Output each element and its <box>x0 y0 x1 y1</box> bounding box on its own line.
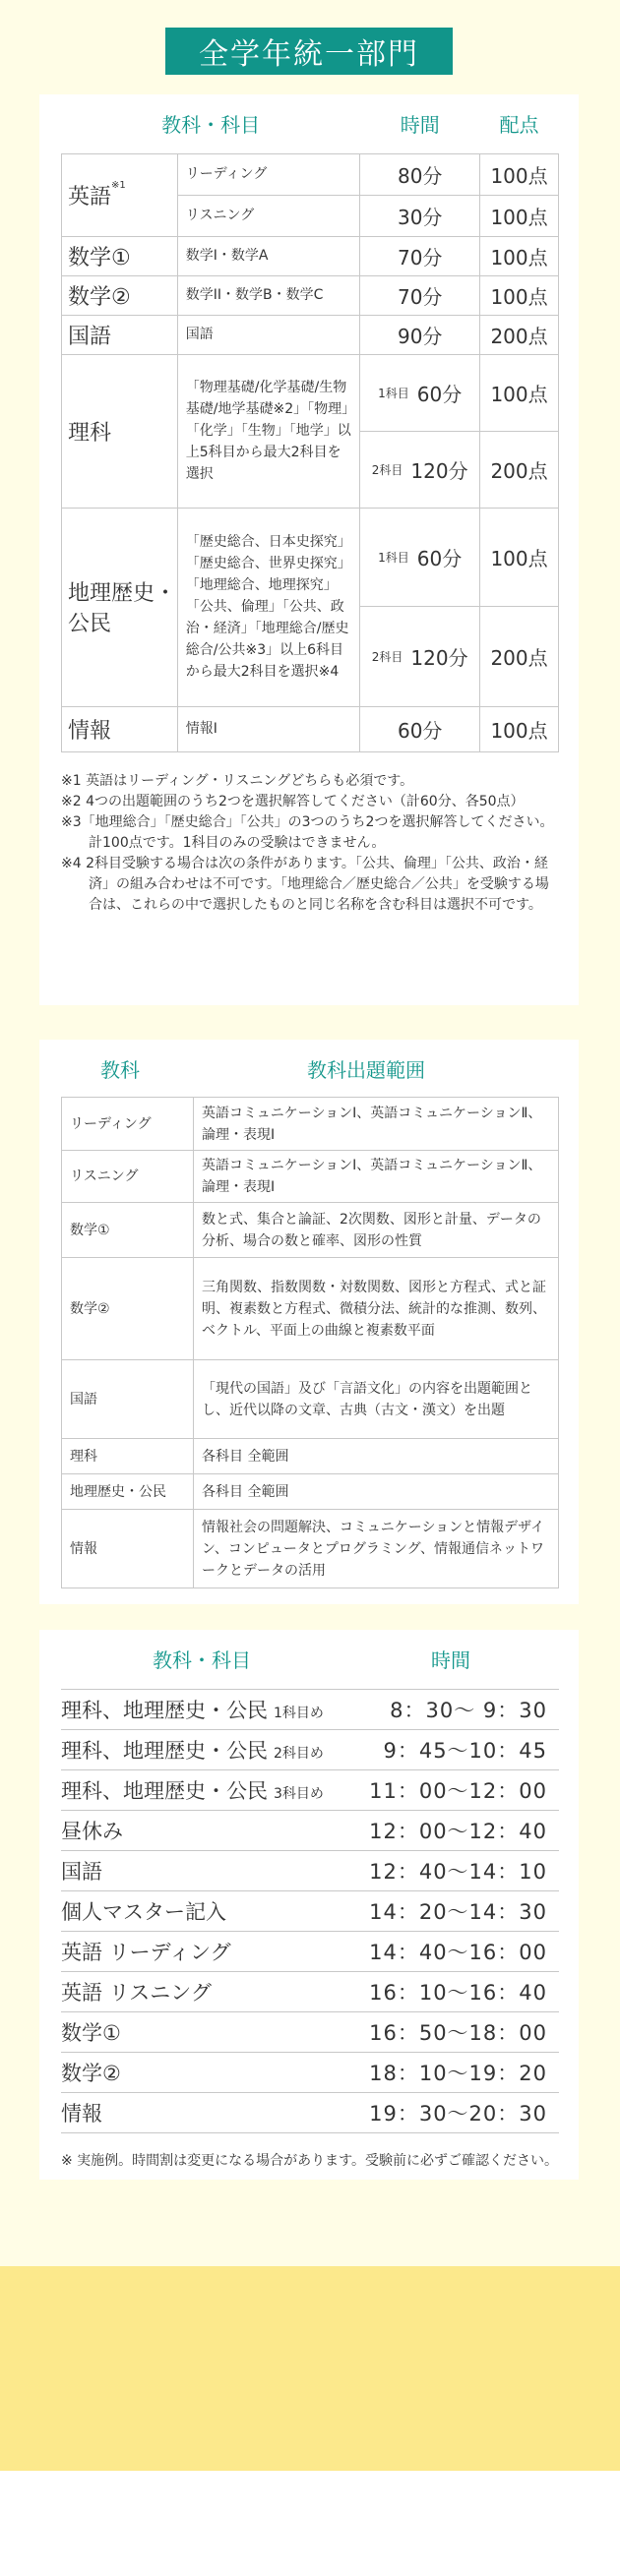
header-time: 時間 <box>400 113 440 138</box>
schedule-subject: 個人マスター記入 <box>61 1890 342 1931</box>
range-scope: 三角関数、指数関数・対数関数、図形と方程式、式と証明、複素数と方程式、微積分法、統計的な推測、数列、ベクトル、平面上の曲線と複素数平面 <box>194 1258 559 1360</box>
schedule-subject <box>61 1729 342 1769</box>
table-row <box>61 1931 559 1971</box>
points-cell: 100点 <box>480 706 559 751</box>
schedule-slot: 3科目め <box>274 1785 324 1802</box>
schedule-time: 14：40～16：00 <box>342 1931 559 1971</box>
schedule-subject: 数学① <box>61 2011 342 2052</box>
range-subject: 理科 <box>62 1439 194 1474</box>
subject-cell: 国語 <box>62 315 178 354</box>
schedule-time: 11：00～12：00 <box>342 1769 559 1810</box>
schedule-subject-name: 理科、地理歴史・公民 <box>61 1698 268 1722</box>
time-value: 120分 <box>410 645 468 670</box>
footnote: ※1 英語はリーディング・リスニングどちらも必須です。 <box>61 773 414 789</box>
range-scope: 情報社会の問題解決、コミュニケーションと情報デザイン、コンピュータとプログラミング、情報通信ネットワークとデータの活用 <box>194 1510 559 1588</box>
points-cell: 100点 <box>480 195 559 236</box>
time-value: 60分 <box>416 546 463 570</box>
schedule-header-subject: 教科・科目 <box>61 1630 342 1689</box>
detail-cell: 「歴史総合、日本史探究」「歴史総合、世界史探究」「地理総合、地理探究」「公共、倫理」「公共、政治・経済」「地理総合/歴史総合/公共※3」以上6科目から最大2科目を選択※4 <box>177 508 360 706</box>
time-cell: 60分 <box>360 706 480 751</box>
table-row <box>61 1890 559 1931</box>
points-cell: 100点 <box>480 354 559 431</box>
table-row <box>62 1203 559 1258</box>
points-cell: 200点 <box>480 431 559 508</box>
time-value: 120分 <box>410 458 468 483</box>
exam-range-card <box>39 1040 579 1604</box>
schedule-card <box>39 1630 579 2180</box>
table-row <box>61 1729 559 1769</box>
range-subject: リスニング <box>62 1151 194 1203</box>
time-cell: 80分 <box>360 153 480 195</box>
range-scope: 各科目 全範囲 <box>194 1439 559 1474</box>
subject-cell: 理科 <box>62 354 178 508</box>
range-subject: 情報 <box>62 1510 194 1588</box>
detail-cell: 「物理基礎/化学基礎/生物基礎/地学基礎※2」「物理」「化学」「生物」「地学」以上5科目から最大2科目を選択 <box>177 354 360 508</box>
range-subject: 数学② <box>62 1258 194 1360</box>
points-cell: 100点 <box>480 153 559 195</box>
subject-cell: 数学② <box>62 275 178 315</box>
table-row <box>62 275 559 315</box>
footnote: ※3「地理総合」「歴史総合」「公共」の3つのうち2つを選択解答してください。計100点です。1科目のみの受験はできません。 <box>61 814 554 851</box>
table-row <box>61 1850 559 1890</box>
detail-cell: リスニング <box>177 195 360 236</box>
points-cell: 100点 <box>480 508 559 606</box>
range-scope: 英語コミュニケーションⅠ、英語コミュニケーションⅡ、論理・表現Ⅰ <box>194 1098 559 1151</box>
time-cell <box>360 431 480 508</box>
points-cell: 100点 <box>480 275 559 315</box>
time-cell: 30分 <box>360 195 480 236</box>
schedule-note: ※ 実施例。時間割は変更になる場合があります。受験前に必ずご確認ください。 <box>61 2153 559 2169</box>
schedule-time: 12：00～12：40 <box>342 1810 559 1850</box>
time-cell <box>360 354 480 431</box>
schedule-time: 18：10～19：20 <box>342 2052 559 2092</box>
schedule-time: 14：20～14：30 <box>342 1890 559 1931</box>
time-cell <box>360 508 480 606</box>
header-subject: 教科・科目 <box>161 113 261 138</box>
table-row <box>62 1258 559 1360</box>
schedule-table <box>61 1630 559 2133</box>
range-scope: 英語コミュニケーションⅠ、英語コミュニケーションⅡ、論理・表現Ⅰ <box>194 1151 559 1203</box>
table-row <box>62 354 559 431</box>
range-scope: 「現代の国語」及び「言語文化」の内容を出題範囲とし、近代以降の文章、古典（古文・漢文）を出題 <box>194 1360 559 1439</box>
time-label: 1科目 <box>378 386 409 400</box>
footer-band <box>0 2266 620 2471</box>
exam-subjects-table <box>61 94 559 752</box>
schedule-subject: 国語 <box>61 1850 342 1890</box>
schedule-subject-name: 理科、地理歴史・公民 <box>61 1778 268 1803</box>
time-cell: 70分 <box>360 275 480 315</box>
table-row <box>61 2011 559 2052</box>
table-row <box>62 315 559 354</box>
subject-name: 英語 <box>68 184 112 210</box>
detail-cell: 数学II・数学B・数学C <box>177 275 360 315</box>
time-label: 1科目 <box>378 550 409 565</box>
time-label: 2科目 <box>371 462 403 477</box>
detail-cell: リーディング <box>177 153 360 195</box>
table-row <box>61 1810 559 1850</box>
table-row <box>62 706 559 751</box>
schedule-header-time: 時間 <box>342 1630 559 1689</box>
time-value: 60分 <box>416 382 463 406</box>
time-cell: 70分 <box>360 236 480 275</box>
subject-cell <box>62 153 178 236</box>
time-label: 2科目 <box>371 649 403 664</box>
schedule-subject: 英語 リーディング <box>61 1931 342 1971</box>
points-cell: 100点 <box>480 236 559 275</box>
detail-cell: 国語 <box>177 315 360 354</box>
table-row <box>62 1151 559 1203</box>
table-row <box>62 1474 559 1510</box>
range-subject: 数学① <box>62 1203 194 1258</box>
schedule-time: 12：40～14：10 <box>342 1850 559 1890</box>
detail-cell: 情報I <box>177 706 360 751</box>
table-row <box>62 236 559 275</box>
section-banner: 全学年統一部門 <box>165 28 453 75</box>
table-row <box>62 1510 559 1588</box>
table-row <box>61 2052 559 2092</box>
table-row <box>62 1098 559 1151</box>
schedule-subject: 昼休み <box>61 1810 342 1850</box>
schedule-slot: 2科目め <box>274 1745 324 1762</box>
points-cell: 200点 <box>480 606 559 706</box>
schedule-time: 16：50～18：00 <box>342 2011 559 2052</box>
table-row <box>61 1971 559 2011</box>
time-cell: 90分 <box>360 315 480 354</box>
schedule-time: 9：45～10：45 <box>342 1729 559 1769</box>
exam-range-table <box>61 1097 559 1588</box>
schedule-time: 16：10～16：40 <box>342 1971 559 2011</box>
footnote: ※4 2科目受験する場合は次の条件があります。「公共、倫理」「公共、政治・経済」の組み合わせは不可です。「地理総合／歴史総合／公共」を受験する場合は、これらの中で選択したものと同じ名称を含む科目は選択不可です。 <box>61 856 549 913</box>
header-points: 配点 <box>499 113 539 138</box>
table-row <box>62 153 559 195</box>
note-mark: ※1 <box>111 179 126 191</box>
range-scope: 数と式、集合と論証、2次関数、図形と計量、データの分析、場合の数と確率、図形の性質 <box>194 1203 559 1258</box>
table-row <box>62 1439 559 1474</box>
range-subject: 国語 <box>62 1360 194 1439</box>
schedule-subject <box>61 1689 342 1729</box>
detail-cell: 数学I・数学A <box>177 236 360 275</box>
table-row <box>61 1769 559 1810</box>
table-row <box>62 508 559 606</box>
subject-cell: 情報 <box>62 706 178 751</box>
table-row <box>61 1689 559 1729</box>
schedule-subject: 英語 リスニング <box>61 1971 342 2011</box>
footnotes <box>61 771 559 916</box>
schedule-subject <box>61 1769 342 1810</box>
subject-cell: 地理歴史・公民 <box>62 508 178 706</box>
table-row <box>62 1360 559 1439</box>
points-cell: 200点 <box>480 315 559 354</box>
schedule-subject-name: 理科、地理歴史・公民 <box>61 1738 268 1763</box>
schedule-time: 8：30～ 9：30 <box>342 1689 559 1729</box>
range-scope: 各科目 全範囲 <box>194 1474 559 1510</box>
range-header-scope: 教科出題範囲 <box>307 1057 425 1082</box>
range-subject: 地理歴史・公民 <box>62 1474 194 1510</box>
range-subject: リーディング <box>62 1098 194 1151</box>
page-bottom <box>0 2471 620 2576</box>
schedule-time: 19：30～20：30 <box>342 2092 559 2132</box>
schedule-subject: 数学② <box>61 2052 342 2092</box>
table-row <box>61 2092 559 2132</box>
schedule-subject: 情報 <box>61 2092 342 2132</box>
footnote: ※2 4つの出題範囲のうち2つを選択解答してください（計60分、各50点） <box>61 794 525 809</box>
range-header-subject: 教科 <box>100 1057 140 1082</box>
subject-cell: 数学① <box>62 236 178 275</box>
time-cell <box>360 606 480 706</box>
schedule-slot: 1科目め <box>274 1705 324 1721</box>
exam-subjects-card <box>39 94 579 1005</box>
